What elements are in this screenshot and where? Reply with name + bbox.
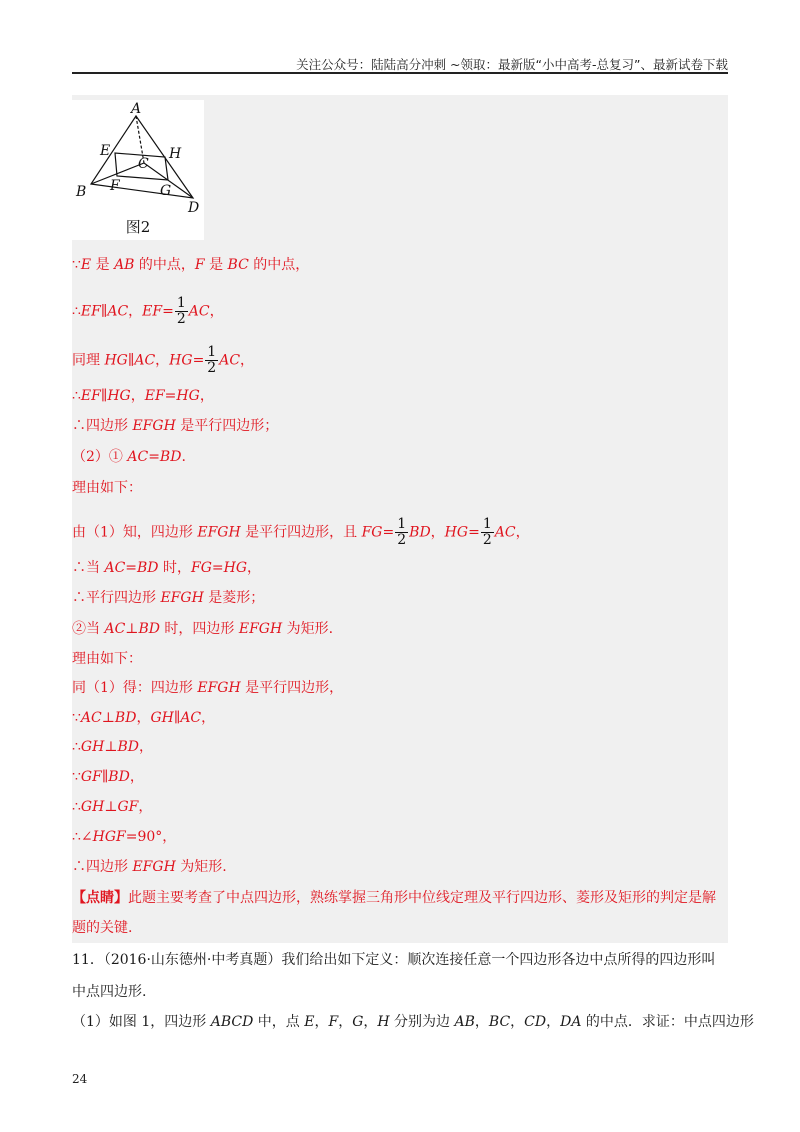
label-e: E	[100, 143, 111, 159]
note-line-2: 题的关键.	[72, 920, 133, 936]
label-d: D	[188, 200, 200, 216]
header-rule	[72, 72, 728, 74]
note-line-1: 【点睛】此题主要考查了中点四边形，熟练掌握三角形中位线定理及平行四边形、菱形及矩形的判定是解	[72, 890, 716, 906]
question-line-3: （1）如图 1，四边形 ABCD 中，点 E，F，G，H 分别为边 AB，BC，CD，DA 的中点．求证：中点四边形	[72, 1014, 754, 1030]
fraction-one-half: $\frac{1}{2}$	[397, 516, 407, 548]
figure-2	[72, 100, 204, 240]
label-f: F	[110, 178, 120, 194]
solution-line-1: ∵E 是 AB 的中点，F 是 BC 的中点，	[72, 257, 310, 273]
solution-line-8: 由（1）知，四边形 EFGH 是平行四边形，且 FG= $\frac{1}{2}$ BD，HG= $\frac{1}{2}$ AC，	[72, 516, 530, 548]
label-h: H	[169, 146, 182, 162]
question-line-2: 中点四边形.	[72, 984, 147, 1000]
page-header: 关注公众号：陆陆高分冲刺 ~领取：最新版“小中高考-总复习”、最新试卷下载	[296, 57, 728, 72]
solution-line-6: （2）① AC=BD.	[72, 449, 186, 465]
solution-line-16: ∵GF∥BD，	[72, 769, 144, 785]
solution-line-5: ∴四边形 EFGH 是平行四边形；	[72, 418, 279, 434]
triangle-diagram	[72, 100, 204, 218]
solution-line-3: 同理 HG∥AC，HG= $\frac{1}{2}$ AC，	[72, 344, 255, 376]
fraction-one-half: $\frac{1}{2}$	[176, 295, 186, 327]
label-g: G	[160, 183, 172, 199]
page-number: 24	[72, 1072, 88, 1086]
label-b: B	[76, 184, 87, 200]
solution-line-11: ②当 AC⊥BD 时，四边形 EFGH 为矩形.	[72, 621, 334, 637]
solution-line-17: ∴GH⊥GF，	[72, 799, 153, 815]
solution-line-18: ∴∠HGF=90°，	[72, 829, 177, 845]
note-tag: 【点睛】	[72, 890, 128, 906]
solution-line-15: ∴GH⊥BD，	[72, 739, 154, 755]
figure-caption: 图2	[125, 218, 151, 236]
solution-line-13: 同（1）得：四边形 EFGH 是平行四边形，	[72, 680, 344, 696]
label-a: A	[131, 101, 142, 117]
solution-line-10: ∴平行四边形 EFGH 是菱形；	[72, 590, 265, 606]
solution-line-2: ∴EF∥AC，EF= $\frac{1}{2}$ AC，	[72, 295, 224, 327]
question-line-1: 11．（2016·山东德州·中考真题）我们给出如下定义：顺次连接任意一个四边形各边中点所得的四边形叫	[72, 952, 716, 968]
fraction-one-half: $\frac{1}{2}$	[482, 516, 492, 548]
label-c: C	[138, 156, 149, 172]
solution-line-14: ∵AC⊥BD，GH∥AC，	[72, 710, 216, 726]
solution-line-7: 理由如下：	[72, 480, 142, 496]
solution-line-4: ∴EF∥HG，EF=HG，	[72, 388, 214, 404]
solution-line-12: 理由如下：	[72, 651, 142, 667]
solution-line-9: ∴当 AC=BD 时，FG=HG，	[72, 560, 262, 576]
solution-line-19: ∴四边形 EFGH 为矩形.	[72, 859, 227, 875]
fraction-one-half: $\frac{1}{2}$	[207, 344, 217, 376]
